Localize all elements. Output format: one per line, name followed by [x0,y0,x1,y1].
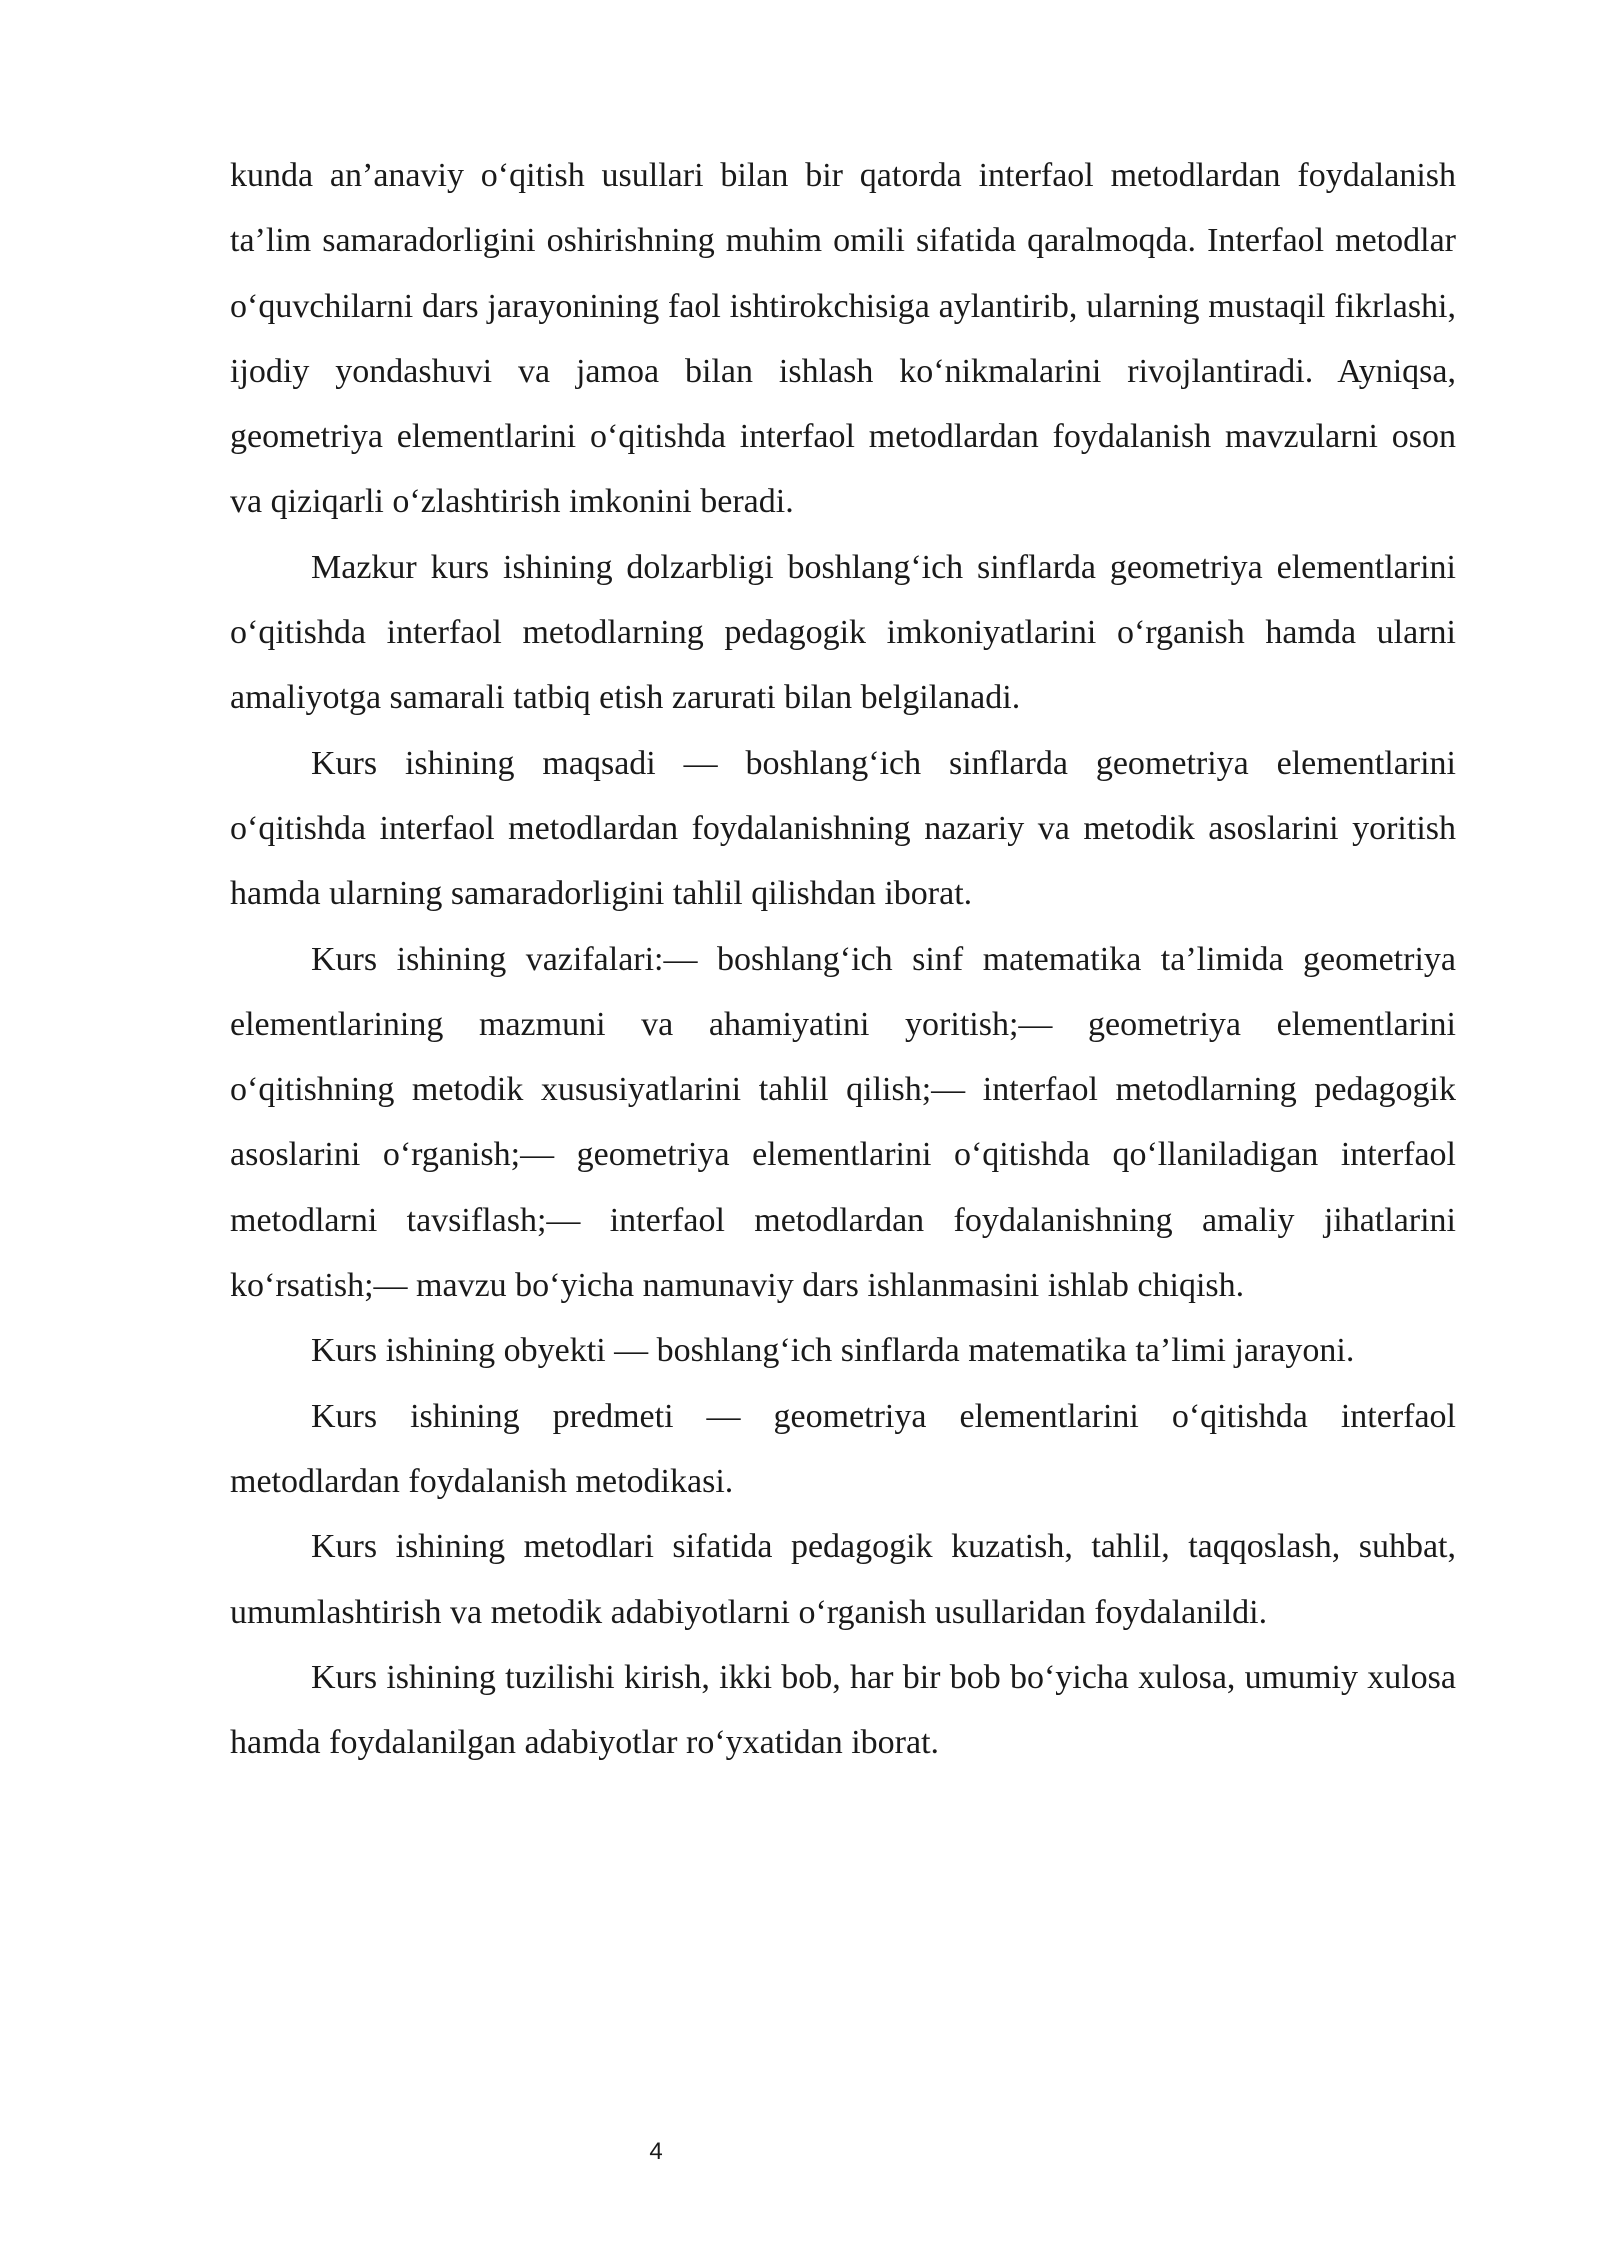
paragraph-methods: Kurs ishining metodlari sifatida pedagogik kuzatish, tahlil, taqqoslash, suhbat, umumlashtirish va metodik adabiyotlarni o‘rganish usullaridan foydalanildi. [230,1528,1456,1631]
paragraph-continued: kunda an’anaviy o‘qitish usullari bilan bir qatorda interfaol metodlardan foydalanish ta’lim samaradorligini oshirishning muhim omili sifatida qaralmoqda. Interfaol metodlar o‘quvchilarni dars jarayonining faol ishtirokchisiga aylantirib, ularning mustaqil fikrlashi, ijodiy yondashuvi va jamoa bilan ishlash ko‘nikmalarini rivojlantiradi. Ayniqsa, geometriya elementlarini o‘qitishda interfaol metodlardan foydalanish mavzularni oson va qiziqarli o‘zlashtirish imkonini beradi. [230,157,1456,521]
paragraph-goal: Kurs ishining maqsadi — boshlang‘ich sinflarda geometriya elementlarini o‘qitishda interfaol metodlardan foydalanishning nazariy va metodik asoslarini yoritish hamda ularning samaradorligini tahlil qilishdan iborat. [230,744,1456,913]
paragraph-subject: Kurs ishining predmeti — geometriya elementlarini o‘qitishda interfaol metodlardan foydalanish metodikasi. [230,1397,1456,1500]
paragraph-relevance: Mazkur kurs ishining dolzarbligi boshlang‘ich sinflarda geometriya elementlarini o‘qitishda interfaol metodlarning pedagogik imkoniyatlarini o‘rganish hamda ularni amaliyotga samarali tatbiq etish zarurati bilan belgilanadi. [230,548,1456,717]
paragraph-structure: Kurs ishining tuzilishi kirish, ikki bob, har bir bob bo‘yicha xulosa, umumiy xulosa hamda foydalanilgan adabiyotlar ro‘yxatidan iborat. [230,1658,1456,1762]
paragraph-object: Kurs ishining obyekti — boshlang‘ich sinflarda matematika ta’limi jarayoni. [311,1332,1355,1370]
document-body [230,143,1456,1775]
page-number: 4 [649,2138,663,2165]
paragraph-tasks: Kurs ishining vazifalari:— boshlang‘ich sinf matematika ta’limida geometriya elementlarining mazmuni va ahamiyatini yoritish;— geometriya elementlarini o‘qitishning metodik xususiyatlarini tahlil qilish;— interfaol metodlarning pedagogik asoslarini o‘rganish;— geometriya elementlarini o‘qitishda qo‘llaniladigan interfaol metodlarni tavsiflash;— interfaol metodlardan foydalanishning amaliy jihatlarini ko‘rsatish;— mavzu bo‘yicha namunaviy dars ishlanmasini ishlab chiqish. [230,940,1456,1305]
